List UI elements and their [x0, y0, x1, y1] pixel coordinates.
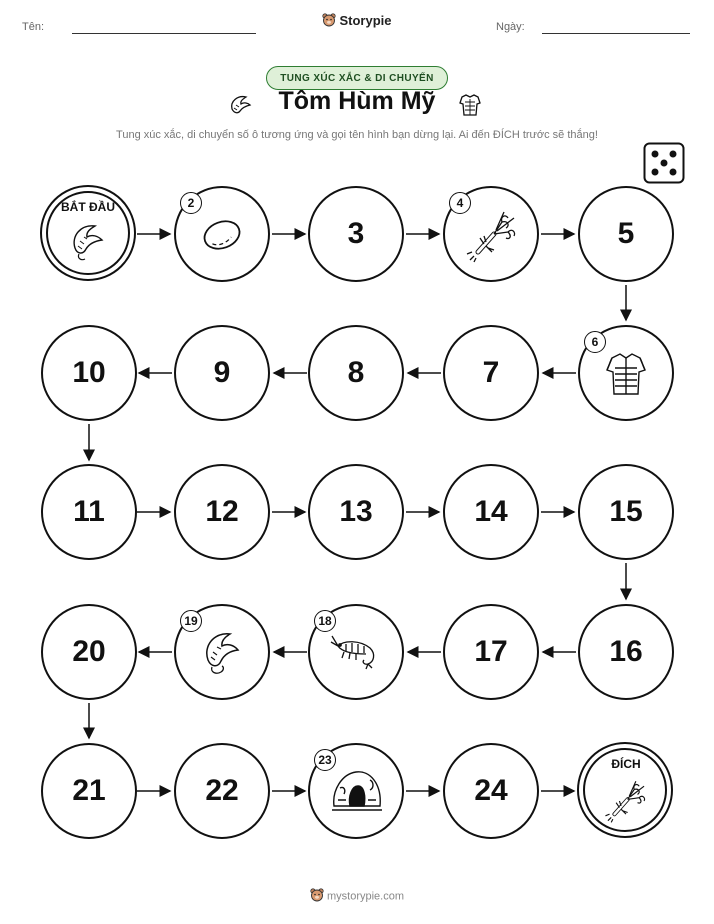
date-label: Ngày: — [496, 21, 525, 33]
board-cell[interactable]: 24 — [443, 743, 539, 839]
page-title: Tôm Hùm Mỹ — [278, 87, 436, 115]
armor-icon — [603, 350, 649, 398]
board-cell[interactable]: 13 — [308, 464, 404, 560]
claw-icon — [67, 218, 109, 264]
cell-number-badge: 4 — [449, 192, 471, 214]
claw-icon — [200, 626, 244, 678]
game-type-tag: TUNG XÚC XẮC & DI CHUYỂN — [266, 66, 448, 90]
finish-label: ĐÍCH — [611, 757, 641, 771]
board-cell[interactable]: 11 — [41, 464, 137, 560]
instructions: Tung xúc xắc, di chuyển số ô tương ứng và gọi tên hình bạn dừng lại. Ai đến ĐÍCH trước sẽ thắng! — [116, 129, 598, 141]
name-label: Tên: — [22, 21, 45, 33]
board-cell[interactable]: 15 — [578, 464, 674, 560]
board-cell[interactable]: 16 — [578, 604, 674, 700]
board-cell[interactable]: 17 — [443, 604, 539, 700]
cell-number-badge: 6 — [584, 331, 606, 353]
shrimp-icon — [330, 632, 382, 672]
cell-number-badge: 18 — [314, 610, 336, 632]
board-cell[interactable]: 7 — [443, 325, 539, 421]
board-cell[interactable]: 8 — [308, 325, 404, 421]
board-cell[interactable]: 3 — [308, 186, 404, 282]
cell-number-badge: 23 — [314, 749, 336, 771]
lobster-icon — [603, 778, 649, 824]
board-cell[interactable]: 21 — [41, 743, 137, 839]
cave-icon — [330, 766, 384, 814]
board-cell[interactable]: 14 — [443, 464, 539, 560]
lobster-icon — [464, 208, 520, 264]
board-cell[interactable]: 12 — [174, 464, 270, 560]
brand-name: Storypie — [339, 13, 392, 28]
board-cell[interactable]: 9 — [174, 325, 270, 421]
cell-number-badge: 19 — [180, 610, 202, 632]
egg-icon — [200, 216, 244, 254]
start-label: BẮT ĐẦU — [61, 200, 115, 214]
board-cell[interactable]: 20 — [41, 604, 137, 700]
footer-site[interactable]: mystorypie.com — [326, 890, 405, 903]
board-cell[interactable]: 5 — [578, 186, 674, 282]
board-cell[interactable]: 22 — [174, 743, 270, 839]
cell-number-badge: 2 — [180, 192, 202, 214]
board-cell[interactable]: 10 — [41, 325, 137, 421]
